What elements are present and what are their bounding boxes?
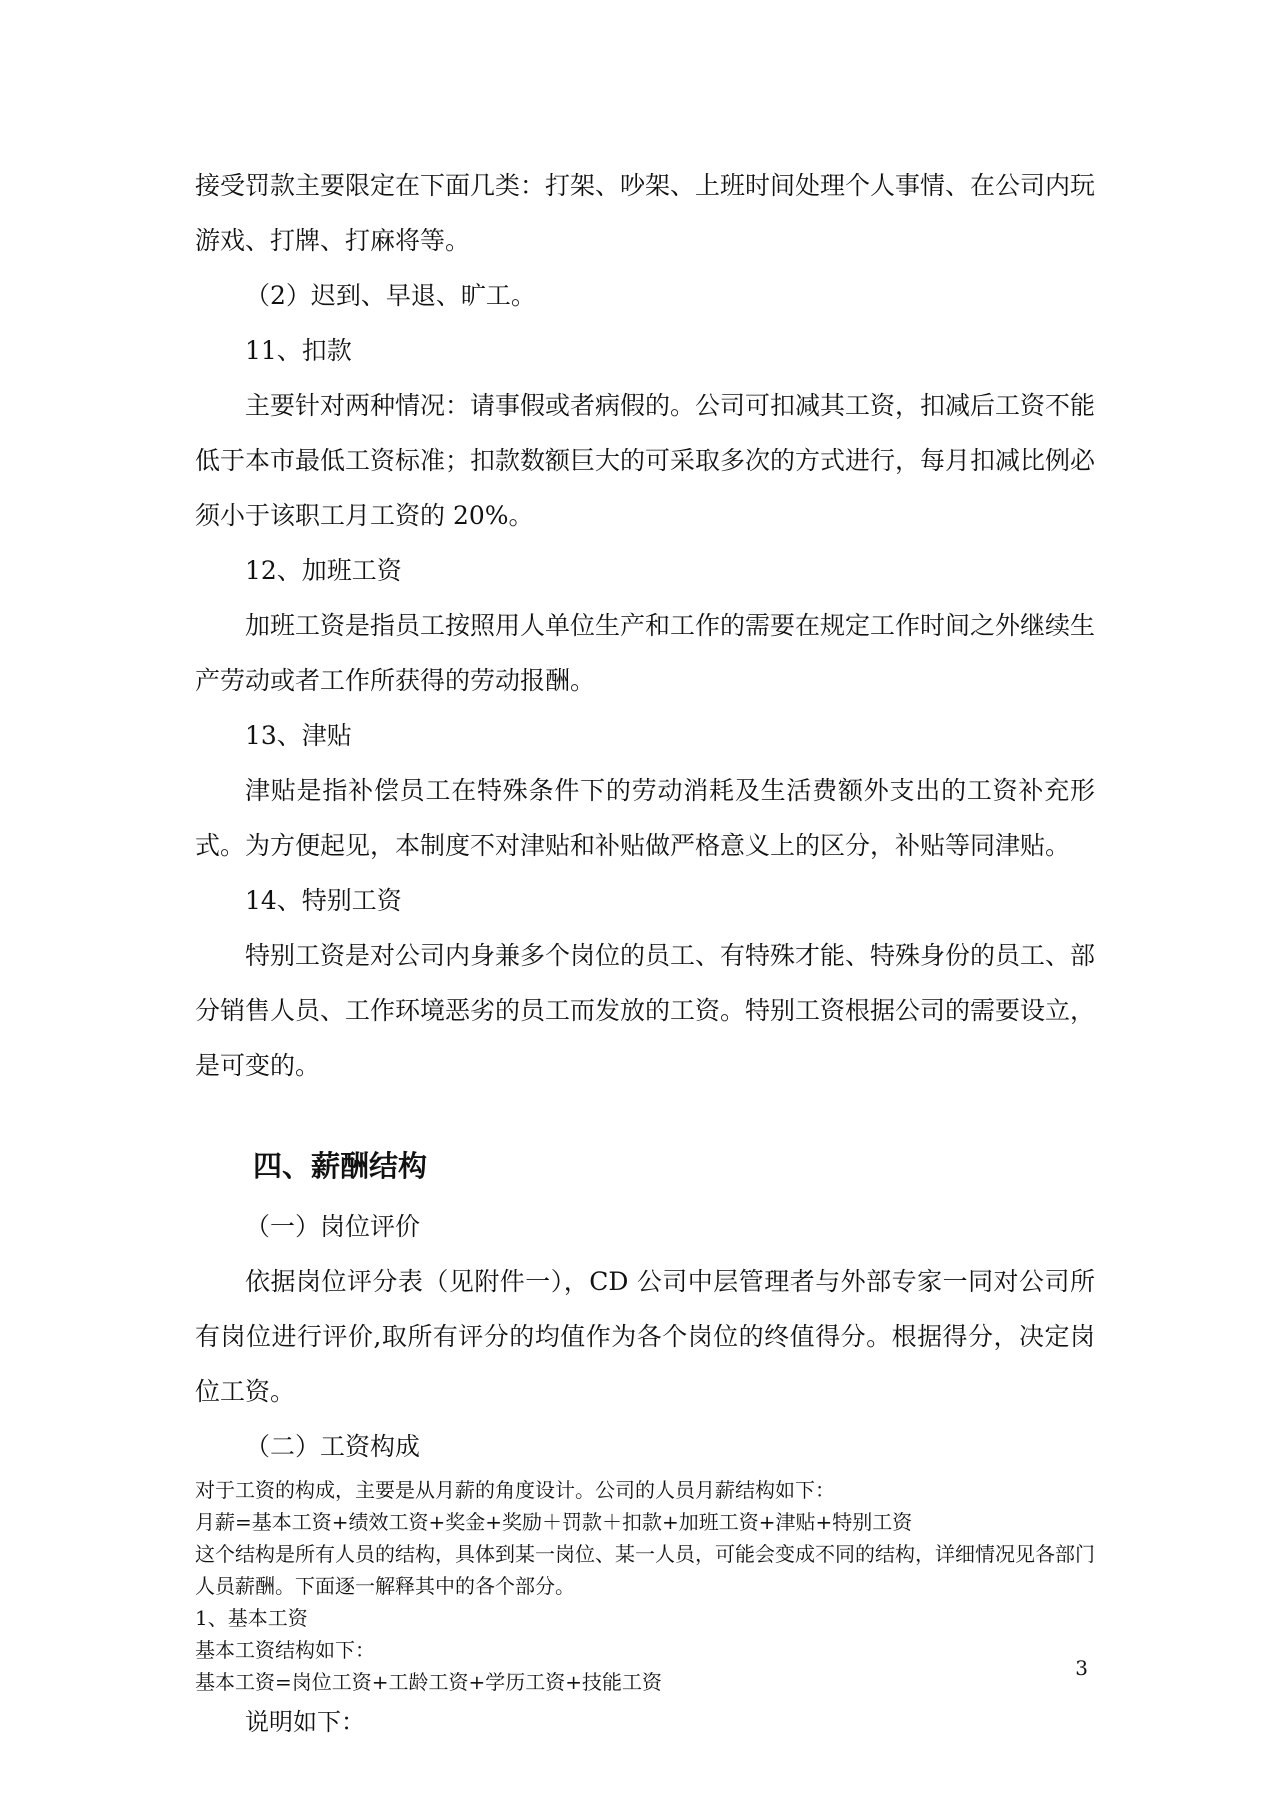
heading-deduction: 11、扣款: [245, 336, 352, 365]
section-title: 四、薪酬结构: [253, 1149, 428, 1183]
paragraph-evaluation: 依据岗位评分表（见附件一），CD 公司中层管理者与外部专家一同对公司所有岗位进行评价,取所有评分的均值作为各个岗位的终值得分。根据得分，决定岗位工资。: [195, 1267, 1095, 1406]
item-late-absent: （2）迟到、早退、旷工。: [245, 281, 536, 310]
paragraph-deduction: 主要针对两种情况：请事假或者病假的。公司可扣减其工资，扣减后工资不能低于本市最低工资标准；扣款数额巨大的可采取多次的方式进行，每月扣减比例必须小于该职工月工资的 20%。: [195, 391, 1096, 530]
line-basic-structure: 基本工资结构如下：: [195, 1638, 375, 1662]
page-content: [195, 158, 1095, 1742]
line-structure-note: 这个结构是所有人员的结构，具体到某一岗位、某一人员，可能会变成不同的结构，详细情况见各部门人员薪酬。下面逐一解释其中的各个部分。: [195, 1542, 1095, 1598]
paragraph-fine-types: 接受罚款主要限定在下面几类：打架、吵架、上班时间处理个人事情、在公司内玩游戏、打牌、打麻将等。: [195, 171, 1096, 255]
heading-special-pay: 14、特别工资: [245, 886, 402, 915]
paragraph-overtime: 加班工资是指员工按照用人单位生产和工作的需要在规定工作时间之外继续生产劳动或者工作所获得的劳动报酬。: [195, 611, 1096, 695]
line-monthly-formula: 月薪=基本工资+绩效工资+奖金+奖励＋罚款＋扣款+加班工资+津贴+特别工资: [195, 1510, 913, 1534]
subsection-title-composition: （二）工资构成: [245, 1432, 421, 1461]
line-composition-intro: 对于工资的构成，主要是从月薪的角度设计。公司的人员月薪结构如下：: [195, 1478, 835, 1502]
paragraph-allowance: 津贴是指补偿员工在特殊条件下的劳动消耗及生活费额外支出的工资补充形式。为方便起见，本制度不对津贴和补贴做严格意义上的区分，补贴等同津贴。: [195, 776, 1095, 860]
line-explanation: 说明如下：: [245, 1708, 365, 1736]
paragraph-special-pay: 特别工资是对公司内身兼多个岗位的员工、有特殊才能、特殊身份的员工、部分销售人员、工作环境恶劣的员工而发放的工资。特别工资根据公司的需要设立，是可变的。: [195, 941, 1096, 1080]
heading-overtime: 12、加班工资: [245, 556, 402, 585]
line-basic-salary-heading: 1、基本工资: [195, 1606, 308, 1630]
page-number: 3: [1075, 1656, 1088, 1680]
subsection-title-evaluation: （一）岗位评价: [245, 1212, 421, 1241]
line-basic-formula: 基本工资=岗位工资+工龄工资+学历工资+技能工资: [195, 1670, 663, 1694]
heading-allowance: 13、津贴: [245, 721, 352, 750]
